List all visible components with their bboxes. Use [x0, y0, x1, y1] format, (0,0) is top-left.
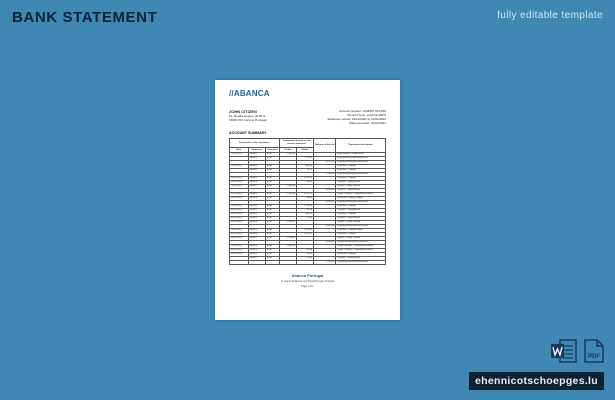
cell-comment: 00/01	[265, 165, 279, 169]
cell-date: 29/12/2021	[230, 245, 249, 249]
cell-statement: 000005	[248, 177, 265, 181]
cell-debits: 212,44	[297, 249, 314, 253]
cell-statement: 000017	[248, 237, 265, 241]
cell-balance: 3.212,33	[314, 161, 336, 165]
cell-debits: 860,24	[297, 165, 314, 169]
column-header-statement: Statement	[248, 148, 265, 153]
cell-debits: 480,72	[297, 213, 314, 217]
cell-statement: 000018	[248, 245, 265, 249]
cell-description: Purchase / Compra tarjeta	[336, 197, 386, 201]
cell-comment: 00/01	[265, 257, 279, 261]
cell-credits: 1.200,00	[279, 153, 296, 157]
footer-bank-name: Abanca Portugal	[291, 273, 324, 278]
cell-comment: 00/01	[265, 209, 279, 213]
group-header-transaction: Transaction, other operations	[230, 139, 280, 148]
cell-date	[230, 261, 249, 265]
cell-description: Transfer / Transferencia	[336, 209, 386, 213]
cell-comment: 00/01	[265, 185, 279, 189]
table-row	[230, 193, 386, 197]
account-type: Account Type: ecuenta 300%	[347, 113, 386, 117]
statement-date: Statement date: 31/01/2022	[348, 121, 386, 125]
cell-description: Purchase / Compra	[336, 253, 386, 257]
cell-date: 31/12/2021	[230, 253, 249, 257]
cell-comment: 00/01	[265, 237, 279, 241]
cell-comment	[265, 261, 279, 265]
footer-page-number: Page 1 of 1	[301, 285, 314, 288]
cell-description: Retirement/Retirada de efectivo	[336, 241, 386, 245]
cell-statement: 000002	[248, 157, 265, 161]
cell-statement: 000020	[248, 253, 265, 257]
cell-debits: 12,71	[297, 169, 314, 173]
cell-comment: 00/01	[265, 221, 279, 225]
pdf-document-icon	[583, 339, 604, 363]
cell-statement: 000021	[248, 257, 265, 261]
table-row	[230, 197, 386, 201]
account-summary-title: ACCOUNT SUMMARY	[229, 131, 267, 135]
cell-credits	[279, 261, 296, 265]
cell-statement: 000010	[248, 205, 265, 209]
transactions-table-body	[230, 153, 386, 265]
cell-debits: 210,15	[297, 157, 314, 161]
cell-description: Purchase / Compra	[336, 205, 386, 209]
cell-comment: 00/01	[265, 205, 279, 209]
cell-statement: 000019	[248, 249, 265, 253]
cell-statement: 000012	[248, 213, 265, 217]
cell-credits: 1.500,00	[279, 185, 296, 189]
cell-statement: 000007	[248, 185, 265, 189]
website-badge[interactable]: ehennicotschoepges.lu	[469, 372, 604, 390]
group-header-balance: Balance at the end	[314, 139, 336, 153]
cell-debits: 22,18	[297, 209, 314, 213]
cell-description: Purchase / Compra	[336, 169, 386, 173]
cell-description: Purchase / Compra	[336, 165, 386, 169]
cell-description: Service / Cobro servicio	[336, 185, 386, 189]
cell-debits: 12,90	[297, 217, 314, 221]
cell-description: Retirement/Retirada de efectivo	[336, 173, 386, 177]
cell-debits: 5.412,20	[297, 193, 314, 197]
cell-comment: 00/01	[265, 233, 279, 237]
cell-debits: 1.205,11	[297, 233, 314, 237]
cell-balance: 4.562,38	[314, 225, 336, 229]
cell-description: Service / Cobro servicio	[336, 221, 386, 225]
cell-date: 21/12/2021	[230, 213, 249, 217]
cell-statement: 000011	[248, 209, 265, 213]
cell-comment: 00/01	[265, 213, 279, 217]
cell-debits: 1.025,14	[297, 177, 314, 181]
cell-statement: 000013	[248, 217, 265, 221]
group-header-description: Transaction description	[336, 139, 386, 153]
account-info-block	[327, 109, 386, 125]
cell-statement: 000016	[248, 233, 265, 237]
cell-description: Initial balance / Saldo inicial	[336, 153, 386, 157]
cell-debits: 1.112,18	[297, 205, 314, 209]
cell-comment: 00/01	[265, 157, 279, 161]
customer-address-line-2: 15000 OO Coruna, Portugal	[229, 118, 267, 122]
cell-date: 23/12/2021	[230, 221, 249, 225]
cell-description: Transfer / Transferencia	[336, 257, 386, 261]
cell-date: 30/12/2021	[230, 249, 249, 253]
table-row	[230, 229, 386, 233]
statement-header	[229, 109, 386, 125]
statement-period: Statement period: 01/12/2021 to 31/01/2022	[327, 117, 386, 121]
bank-statement-document	[215, 80, 400, 320]
cell-comment: 00/01	[265, 253, 279, 257]
cell-description: Purchase / Compra	[336, 233, 386, 237]
table-row	[230, 249, 386, 253]
cell-balance: 2.338,90	[314, 173, 336, 177]
cell-balance: 2.864,55	[314, 241, 336, 245]
cell-description: Service / Cobro servicio	[336, 237, 386, 241]
cell-date: 22/12/2021	[230, 217, 249, 221]
cell-comment: 00/01	[265, 249, 279, 253]
table-row	[230, 157, 386, 161]
statement-footer	[229, 273, 386, 288]
cell-comment: 00/01	[265, 217, 279, 221]
cell-description: Retirement/Retirada de efectivo	[336, 157, 386, 161]
cell-date: 16/12/2021	[230, 185, 249, 189]
cell-statement: 000009	[248, 197, 265, 201]
cell-credits: 1.200,00	[279, 221, 296, 225]
column-header-comment: Comment	[267, 148, 278, 151]
page-header-subtitle: fully editable template	[497, 10, 603, 21]
cell-statement: 000006	[248, 181, 265, 185]
cell-balance: 1.742,55	[314, 261, 336, 265]
cell-statement: 000003	[248, 165, 265, 169]
file-format-icons	[550, 339, 604, 363]
cell-debits: 1.212,90	[297, 229, 314, 233]
cell-description: Online Transfer / Transferencia online	[336, 249, 386, 253]
page-header-title: BANK STATEMENT	[12, 9, 158, 26]
bank-logo: //ABANCA	[229, 89, 270, 98]
cell-description: Transfer / Transferencia	[336, 181, 386, 185]
cell-comment: 00/01	[265, 169, 279, 173]
cell-statement: 000015	[248, 229, 265, 233]
cell-debits: 12,60	[297, 257, 314, 261]
cell-description: Purchase / Compra	[336, 177, 386, 181]
footer-address: R. Garcia Peligrosa via 2 Porto/Portugal, Portugal	[281, 280, 334, 283]
cell-statement: 000008	[248, 193, 265, 197]
cell-comment: 00/01	[265, 181, 279, 185]
customer-name: JOHN CITIZEN	[229, 109, 257, 114]
table-row	[230, 261, 386, 265]
cell-description: Online Transfer / Transferencia online	[336, 245, 386, 249]
column-header-date: Date	[230, 148, 249, 153]
cell-date: 28/12/2021	[230, 237, 249, 241]
cell-description: Retirement/Retirada de efectivo	[336, 201, 386, 205]
word-document-icon	[550, 339, 577, 363]
cell-description: Purchase / Compra	[336, 213, 386, 217]
cell-description: Retirement/Retirada de efectivo	[336, 225, 386, 229]
cell-date: 11/12/2021	[230, 153, 249, 157]
cell-comment: 00/01	[265, 193, 279, 197]
cell-date: 27/12/2021	[230, 233, 249, 237]
cell-debits: 53,12	[297, 253, 314, 257]
cell-date: 12/12/2021	[230, 165, 249, 169]
group-header-amount: Transaction amount on the current statement	[279, 139, 313, 148]
pdf-icon-label: PDF	[588, 354, 600, 360]
cell-credits: 1.125,00	[279, 237, 296, 241]
customer-address-line-1: 12, Rueda Amigos via 00 S	[229, 114, 266, 118]
cell-balance: 3.814,45	[314, 189, 336, 193]
cell-comment: 00/01	[265, 177, 279, 181]
cell-statement: 000014	[248, 221, 265, 225]
cell-description: Retirement/Retirada de efectivo	[336, 161, 386, 165]
customer-block	[229, 109, 266, 125]
account-number: Account number: 1234567 8123/56	[339, 109, 386, 113]
cell-date: 18/12/2021	[230, 197, 249, 201]
cell-comment: 00/01	[265, 245, 279, 249]
cell-description: Online Transfer / Transferencia online	[336, 193, 386, 197]
cell-description: Purchase / Compra tarjeta	[336, 229, 386, 233]
cell-description: Transfer / Transferencia	[336, 189, 386, 193]
cell-date: 14/12/2021	[230, 181, 249, 185]
cell-credits: 1.000,00	[279, 245, 296, 249]
cell-credits: 2.150,00	[279, 193, 296, 197]
cell-comment: 00/01	[265, 229, 279, 233]
cell-statement	[248, 261, 265, 265]
cell-statement: 000004	[248, 169, 265, 173]
column-header-debits: Debits	[297, 148, 314, 153]
cell-description: Retirement/Retirada de efectivo	[336, 261, 386, 265]
cell-comment: 00/01	[265, 197, 279, 201]
cell-balance: 5.201,26	[314, 201, 336, 205]
cell-date: 13/12/2021	[230, 177, 249, 181]
cell-date: 19/12/2021	[230, 205, 249, 209]
column-header-credits: Credits	[279, 148, 296, 153]
cell-statement: 000001	[248, 153, 265, 157]
cell-date: 26/12/2021	[230, 229, 249, 233]
transactions-table	[229, 138, 386, 265]
cell-debits: 24,05	[297, 181, 314, 185]
cell-date: 17/12/2021	[230, 193, 249, 197]
cell-date: 20/12/2021	[230, 209, 249, 213]
cell-comment: 00/01	[265, 153, 279, 157]
cell-debits	[297, 261, 314, 265]
cell-debits: 64,35	[297, 197, 314, 201]
cell-description: Transfer / Transferencia	[336, 217, 386, 221]
